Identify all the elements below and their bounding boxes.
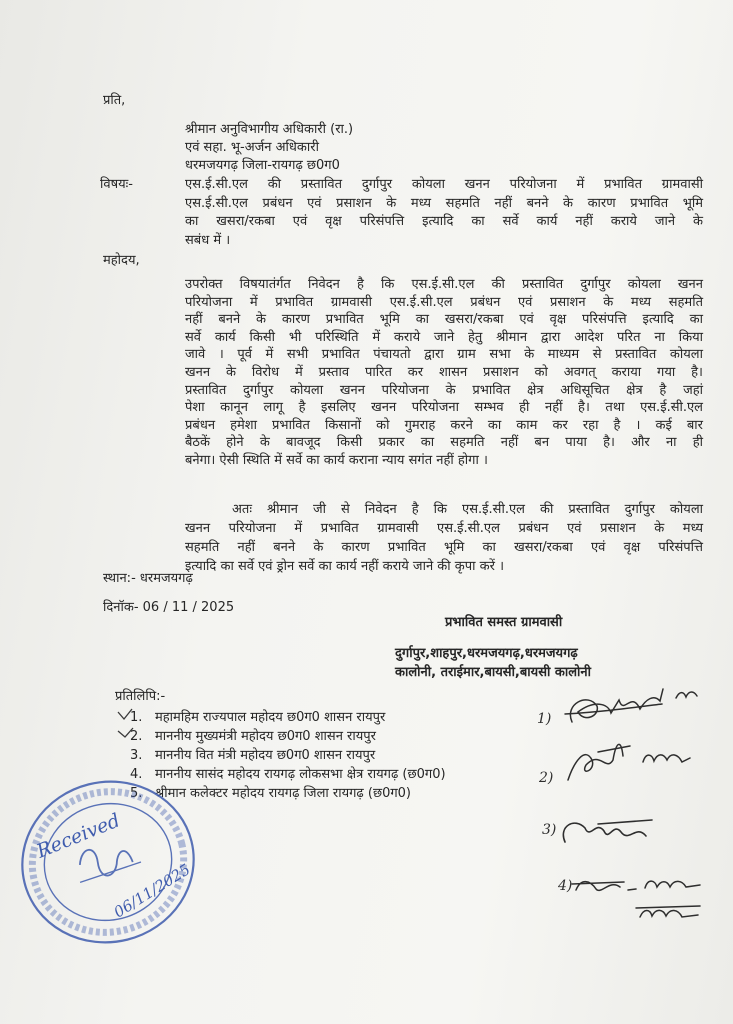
- greeting: महोदय,: [103, 253, 140, 268]
- list-item: [130, 727, 530, 746]
- list-item: [130, 708, 530, 727]
- addressee-line: एवं सहा. भू-अर्जन अधिकारी: [185, 140, 319, 155]
- body-line: जावे । पूर्व में सभी प्रभावित पंचायतो द्वारा ग्राम सभा के माध्यम से प्रस्तावित कोयला: [185, 347, 703, 363]
- list-item-text: माननीय वित मंत्री महोदय छ0ग0 शासन रायपुर: [155, 748, 376, 763]
- subject-text: [185, 176, 703, 250]
- list-item-text: महामहिम राज्यपाल महोदय छ0ग0 शासन रायपुर: [155, 710, 386, 725]
- body-line: इत्यादि का सर्वे एवं ड्रोन सर्वे का कार्य नहीं कराये जाने की कृपा करें ।: [185, 559, 504, 574]
- date-line: दिनॉक- 06 / 11 / 2025: [103, 600, 235, 615]
- subject-line: सबंध में ।: [185, 232, 231, 248]
- list-item-number: 3.: [130, 748, 143, 763]
- list-item-text: माननीय सासंद महोदय रायगढ़ लोकसभा क्षेत्र रायगढ़ (छ0ग0): [155, 767, 446, 782]
- signature-4: [572, 881, 700, 917]
- signature-number-4: 4): [558, 878, 573, 894]
- subject-label: विषयः-: [100, 177, 133, 192]
- addressee-block: [185, 121, 353, 175]
- body-line: प्रस्तावित दुर्गापुर कोयला खनन परियोजना के प्रभावित क्षेत्र अधिसूचित क्षेत्र है जहां: [185, 382, 703, 398]
- body-line: उपरोक्त विषयातंर्गत निवेदन है कि एस.ई.सी.एल की प्रस्तावित दुर्गापुर कोयला खनन: [185, 277, 703, 292]
- addressee-line: धरमजयगढ़ जिला-रायगढ़ छ0ग0: [185, 158, 340, 173]
- signature-3: [563, 820, 652, 842]
- body-paragraph-2: [185, 500, 703, 576]
- stamp-received-text: Received: [33, 809, 124, 863]
- list-item-text: श्रीमान कलेक्टर महोदय रायगढ़ जिला रायगढ़ (छ0ग0): [155, 786, 411, 801]
- body-line: परियोजना में प्रभावित ग्रामवासी एस.ई.सी.एल प्रबंधन एवं प्रसाशन के मध्य सहमति: [185, 294, 703, 310]
- signature-1: [565, 689, 697, 722]
- list-item-number: 5.: [130, 786, 143, 801]
- signature-number-2: 2): [539, 770, 554, 786]
- place-line: स्थान:- धरमजयगढ़: [103, 571, 193, 586]
- list-item-number: 4.: [130, 767, 143, 782]
- subject-line: का खसरा/रकबा एवं वृक्ष परिसंपत्ति इत्यादि का सर्वे कार्य नहीं कराये जाने के: [185, 214, 703, 229]
- sender-villages-line: कालोनी, तराईमार,बायसी,बायसी कालोनी: [395, 665, 592, 680]
- signature-2: [568, 744, 690, 780]
- copy-to-list: [130, 708, 530, 803]
- list-item: [130, 765, 530, 784]
- body-line: खनन परियोजना में प्रभावित ग्रामवासी एस.ई.सी.एल प्रबंधन एवं प्रसाशन के मध्य: [185, 521, 703, 536]
- sender-villages-line: दुर्गापुर,शाहपुर,धरमजयगढ़,धरमजयगढ़: [395, 646, 578, 661]
- body-line: नहीं बनने के कारण प्रभावित भूमि का खसरा/रकबा एवं वृक्ष परिसंपत्ति इत्यादि का: [185, 312, 703, 328]
- stamp-date-text: 06/11/2025: [110, 860, 194, 922]
- subject-line: एस.ई.सी.एल की प्रस्तावित दुर्गापुर कोयला खनन परियोजना में प्रभावित ग्रामवासी: [185, 177, 703, 192]
- body-line: सहमति नहीं बनने के कारण प्रभावित भूमि का खसरा/रकबा एवं वृक्ष परिसंपत्ति: [185, 540, 703, 555]
- to-label: प्रति,: [103, 93, 126, 108]
- list-item: [130, 746, 530, 765]
- signature-number-1: 1): [537, 711, 552, 727]
- body-line: पेशा कानून लागू है इसलिए खनन परियोजना सम्भव ही नहीं है। तथा एस.ई.सी.एल: [185, 400, 703, 416]
- copy-to-label: प्रतिलिपि:-: [115, 689, 166, 704]
- body-paragraph-1: [185, 276, 703, 470]
- body-line: बनेगा। ऐसी स्थिति में सर्वे का कार्य कराना न्याय सगंत नहीं होगा ।: [185, 452, 488, 468]
- list-item-number: 2.: [130, 729, 143, 744]
- signature-number-3: 3): [542, 822, 557, 838]
- body-line: खनन के विरोध में प्रस्ताव पारित कर शासन प्रसाशन को अवगत् कराया गया है।: [185, 364, 703, 380]
- body-line: सर्वे कार्य किसी भी परिस्थिति में कराये जाने हेतु श्रीमान द्वारा आदेश परित ना किया: [185, 329, 703, 345]
- list-item: [130, 784, 530, 803]
- list-item-text: माननीय मुख्यमंत्री महोदय छ0ग0 शासन रायपुर: [155, 729, 376, 744]
- body-line: अतः श्रीमान जी से निवेदन है कि एस.ई.सी.एल की प्रस्तावित दुर्गापुर कोयला: [232, 502, 703, 517]
- sender-title: प्रभावित समस्त ग्रामवासी: [445, 615, 563, 630]
- body-line: प्रबंधन हमेशा प्रभावित किसानों को गुमराह करने का काम कर रहा है । कई बार: [185, 417, 703, 433]
- list-item-number: 1.: [130, 710, 143, 725]
- body-line: बैठकें होने के बावजूद किसी प्रकार का सहमति नहीं बन पाया है। और ना ही: [185, 435, 703, 451]
- addressee-line: श्रीमान अनुविभागीय अधिकारी (रा.): [185, 122, 354, 137]
- subject-line: एस.ई.सी.एल प्रबंधन एवं प्रसाशन के मध्य सहमति नहीं बनने के कारण प्रभावित भूमि: [185, 195, 703, 211]
